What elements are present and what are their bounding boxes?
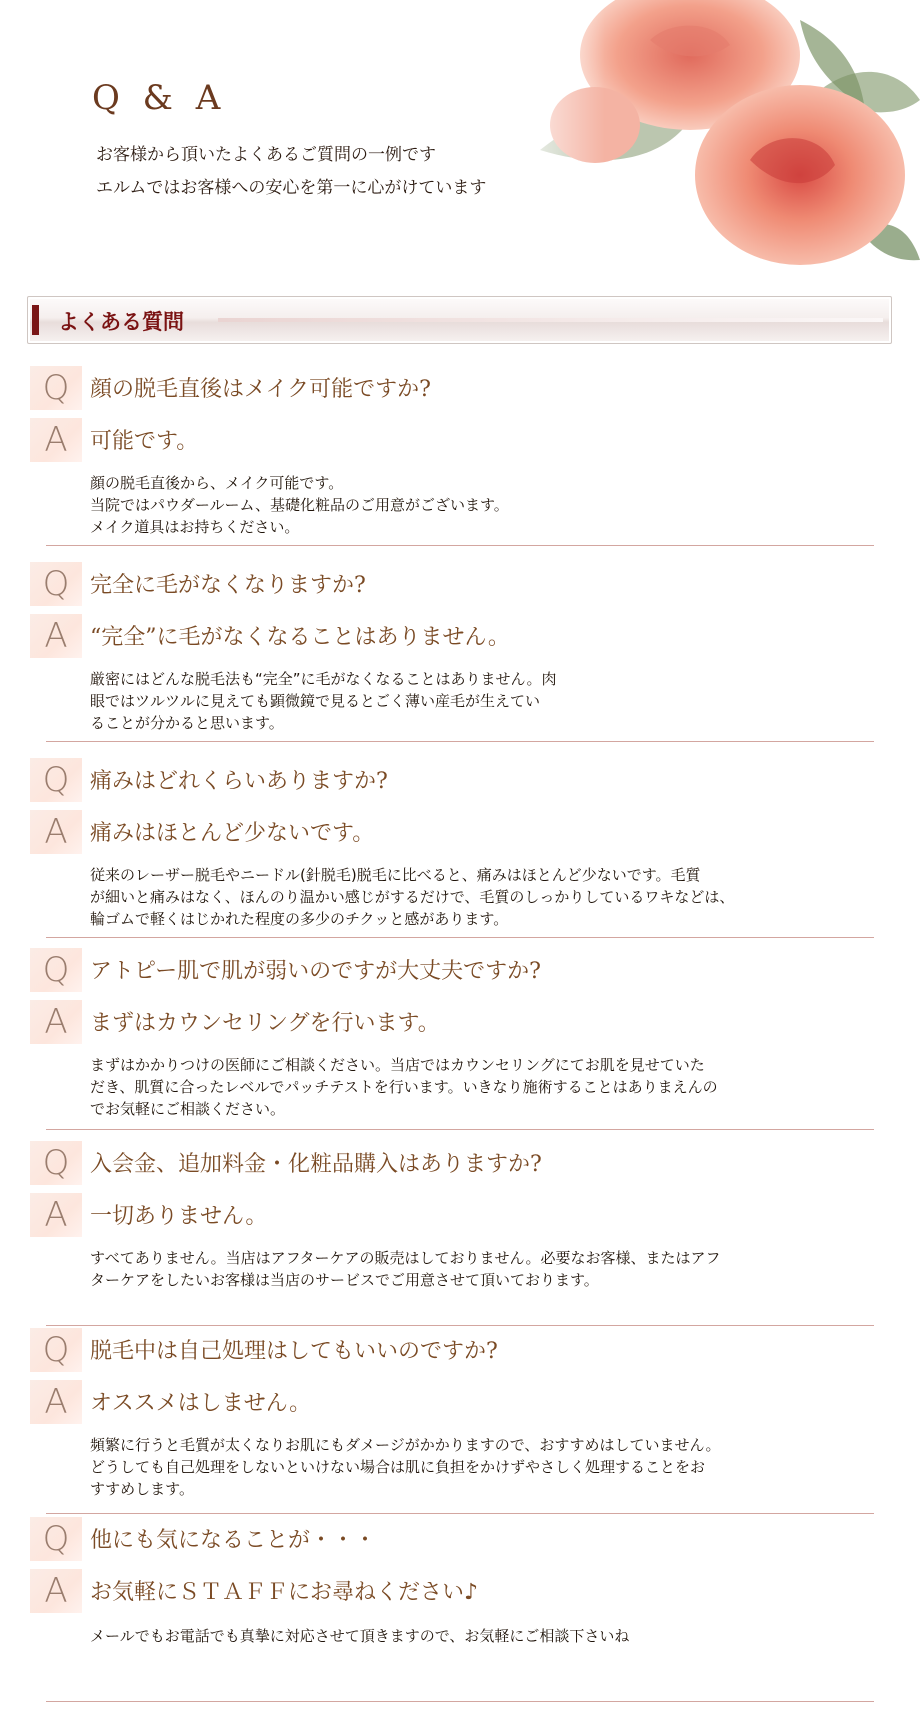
intro-text: お客様から頂いたよくあるご質問の一例です [96,145,436,165]
answer-heading: オススメはしません。 [90,1391,312,1416]
answer-line: メイク道具はお持ちください。 [90,518,300,536]
section-heading-bar [27,296,892,344]
page-title: Q & A [92,78,227,118]
answer-line: 顔の脱毛直後から、メイク可能です。 [90,474,344,492]
question-badge: Q [30,1328,82,1372]
answer-line: ターケアをしたいお客様は当店のサービスでご用意させて頂いております。 [90,1271,599,1289]
answer-badge: A [30,1193,82,1237]
answer-line: 厳密にはどんな脱毛法も“完全”に毛がなくなることはありません。肉 [90,670,557,688]
answer-body [90,1434,830,1500]
question-badge: Q [30,366,82,410]
divider [46,1701,874,1702]
divider [46,741,874,742]
answer-line: 眼ではツルツルに見えても顕微鏡で見るとごく薄い産毛が生えてい [90,692,541,710]
answer-body [90,668,830,734]
question-text: 完全に毛がなくなりますか? [90,573,366,598]
answer-badge: A [30,418,82,462]
rose-bouquet-image [500,0,920,270]
section-title: よくある質問 [58,309,184,334]
answer-line: すべてありません。当店はアフターケアの販売はしておりません。必要なお客様、またはアフ [90,1249,721,1267]
question-text: 痛みはどれくらいありますか? [90,769,388,794]
page-header [0,0,920,280]
divider [46,1129,874,1130]
question-text: アトピー肌で肌が弱いのですが大丈夫ですか? [90,959,541,984]
answer-line: すすめします。 [90,1480,194,1498]
answer-body [90,1625,830,1647]
divider [46,1513,874,1514]
answer-body [90,864,830,930]
section-marker [32,305,39,335]
answer-line: まずはかかりつけの医師にご相談ください。当店ではカウンセリングにてお肌を見せていた [90,1056,705,1074]
answer-badge: A [30,1569,82,1613]
answer-line: メールでもお電話でも真摯に対応させて頂きますので、お気軽にご相談下さいね [90,1627,630,1645]
question-text: 脱毛中は自己処理はしてもいいのですか? [90,1339,498,1364]
answer-line: でお気軽にご相談ください。 [90,1100,286,1118]
divider [46,937,874,938]
question-badge: Q [30,758,82,802]
answer-badge: A [30,810,82,854]
answer-body [90,472,830,538]
answer-heading: 痛みはほとんど少ないです。 [90,821,375,846]
answer-line: どうしても自己処理をしないといけない場合は肌に負担をかけずやさしく処理することをお [90,1458,706,1476]
answer-heading: お気軽にＳＴＡＦＦにお尋ねください♪ [90,1580,479,1605]
answer-heading: 一切ありません。 [90,1204,268,1229]
answer-heading: まずはカウンセリングを行います。 [90,1011,440,1036]
answer-body [90,1054,830,1120]
answer-line: 当院ではパウダールーム、基礎化粧品のご用意がございます。 [90,496,509,514]
question-badge: Q [30,1141,82,1185]
answer-heading: 可能です。 [90,429,199,454]
question-text: 入会金、追加料金・化粧品購入はありますか? [90,1152,542,1177]
answer-line: 輪ゴムで軽くはじかれた程度の多少のチクッと感があります。 [90,910,509,928]
answer-badge: A [30,1380,82,1424]
answer-line: が細いと痛みはなく、ほんのり温かい感じがするだけで、毛質のしっかりしているワキなどは、 [90,888,735,906]
answer-line: だき、肌質に合ったレベルでパッチテストを行います。いきなり施術することはありまえんの [90,1078,718,1096]
divider [46,1325,874,1326]
question-badge: Q [30,562,82,606]
divider [46,545,874,546]
answer-line: 従来のレーザー脱毛やニードル(針脱毛)脱毛に比べると、痛みはほとんど少ないです。毛質 [90,866,701,884]
answer-badge: A [30,1000,82,1044]
answer-badge: A [30,614,82,658]
answer-line: ることが分かると思います。 [90,714,284,732]
answer-line: 頻繁に行うと毛質が太くなりお肌にもダメージがかかりますので、おすすめはしていません。 [90,1436,721,1454]
question-text: 顔の脱毛直後はメイク可能ですか? [90,377,431,402]
intro-text: エルムではお客様への安心を第一に心がけています [96,178,487,198]
question-text: 他にも気になることが・・・ [90,1528,377,1553]
section-decoration [218,318,883,322]
answer-body [90,1247,830,1291]
question-badge: Q [30,1517,82,1561]
question-badge: Q [30,948,82,992]
answer-heading: “完全”に毛がなくなることはありません。 [90,625,510,650]
